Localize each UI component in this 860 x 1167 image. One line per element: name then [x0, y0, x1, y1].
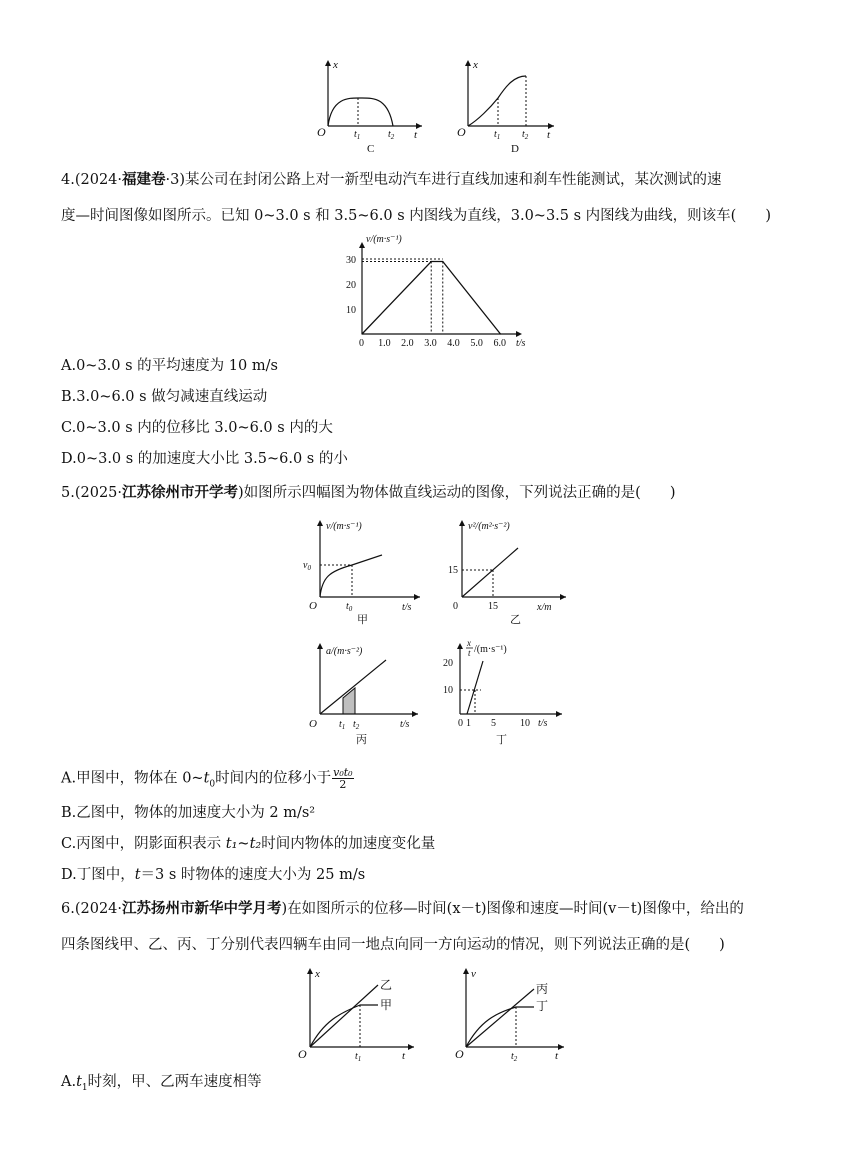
figure-c [310, 56, 430, 156]
q4-stem-line1: 4.(2024·福建卷·3)某公司在封闭公路上对一新型电动汽车进行直线加速和刹车性能测试，某次测试的速 [61, 172, 722, 188]
svg-text:1: 1 [466, 718, 471, 729]
svg-text:甲: 甲 [380, 998, 393, 1012]
svg-text:乙: 乙 [510, 614, 521, 625]
q5-option-a: A.甲图中，物体在 $0\sim t_0$时间内的位移小于 $\frac{\text{v₀t₀}}{2}$ [61, 766, 353, 791]
svg-text:丁: 丁 [536, 999, 549, 1013]
q6-option-a: $A.t_1$时刻，甲、乙两车速度相等 [61, 1074, 262, 1093]
q5-option-d: D.丁图中，t＝3 s 时物体的速度大小为 25 m/s [61, 867, 366, 883]
svg-text:t2: $t_2$ [353, 719, 360, 731]
x-axis-label: t/s [516, 338, 526, 349]
x-tick-label: 6.0 [493, 338, 506, 349]
svg-text:t2: $t_2$ [511, 1051, 518, 1063]
svg-text:t: t [555, 1050, 559, 1062]
x-tick-label: 3.0 [424, 338, 437, 349]
vt-chart [328, 234, 528, 349]
svg-text:O: O [309, 600, 317, 612]
q4-option-a: A.0~3.0 s 的平均速度为 10 m/s [61, 358, 278, 374]
figure-bing [300, 640, 430, 752]
q4-option-c: C.0~3.0 s 内的位移比 3.0~6.0 s 内的大 [61, 420, 333, 436]
svg-text:/(m·s⁻¹): /(m·s⁻¹) [474, 644, 507, 655]
c-origin: O [317, 125, 326, 139]
svg-text:a/(m·s⁻²): a/(m·s⁻²) [326, 646, 363, 657]
figure-vt2 [452, 965, 582, 1065]
svg-text:O: O [457, 125, 466, 139]
svg-text:v/(m·s⁻¹): v/(m·s⁻¹) [326, 521, 362, 532]
svg-text:t/s: t/s [538, 718, 548, 729]
svg-text:v: v [471, 968, 476, 980]
velocity-data-point [500, 333, 501, 334]
svg-text:t2: $t_2$ [388, 129, 395, 141]
figure-yi [448, 515, 578, 625]
svg-text:10: 10 [443, 685, 453, 696]
fraction-v0t0-over-2: $\frac{\text{v₀t₀}}{2}$ [333, 766, 353, 791]
svg-text:v0: $v_0$ [303, 560, 311, 572]
svg-text:t2: $t_2$ [522, 129, 529, 141]
svg-text:丙: 丙 [536, 982, 549, 996]
velocity-data-point [431, 261, 432, 262]
x-tick-label: 1.0 [378, 338, 391, 349]
svg-text:t: t [402, 1050, 406, 1062]
y-axis-label: v/(m·s⁻¹) [366, 234, 402, 245]
x-tick-label: 0 [359, 338, 364, 349]
svg-text:乙: 乙 [380, 978, 393, 992]
svg-text:15: 15 [488, 601, 498, 612]
svg-text:20: 20 [443, 658, 453, 669]
figure-ding [440, 636, 580, 752]
y-axis-arrow [359, 242, 365, 248]
x-axis-arrow [516, 331, 522, 337]
svg-text:t1: $t_1$ [355, 1051, 362, 1063]
q4-option-b: B.3.0~6.0 s 做匀减速直线运动 [61, 389, 268, 405]
svg-text:0: 0 [453, 601, 458, 612]
svg-text:x: x [473, 59, 478, 71]
figure-jia [300, 515, 430, 625]
c-axis-y: x [333, 59, 338, 71]
q4-stem-line2: 度—时间图像如图所示。已知 0~3.0 s 和 3.5~6.0 s 内图线为直线，3.0~3.5 s 内图线为曲线，则该车( ) [61, 208, 771, 224]
svg-text:t: t [547, 129, 551, 141]
d-caption: D [511, 143, 519, 155]
svg-text:t0: $t_0$ [346, 601, 353, 613]
svg-text:t/s: t/s [400, 719, 410, 730]
q5-option-b: B.乙图中，物体的加速度大小为 2 m/s² [61, 805, 316, 821]
svg-text:10: 10 [520, 718, 530, 729]
c-caption: C [367, 143, 375, 155]
x-tick-label: 4.0 [447, 338, 460, 349]
y-tick-label: 30 [346, 255, 356, 266]
y-tick-label: 10 [346, 305, 356, 316]
svg-text:x: x [467, 638, 471, 648]
svg-text:0: 0 [458, 718, 463, 729]
svg-text:O: O [298, 1047, 307, 1061]
x-tick-label: 2.0 [401, 338, 414, 349]
q5-option-c: C.丙图中，阴影面积表示 t₁~t₂时间内物体的加速度变化量 [61, 836, 436, 852]
velocity-data-point [361, 333, 362, 334]
svg-text:甲: 甲 [357, 614, 368, 625]
c-axis-x: t [414, 129, 418, 141]
y-tick-label: 20 [346, 280, 356, 291]
svg-text:t1: $t_1$ [494, 129, 501, 141]
svg-text:t: t [468, 648, 471, 658]
figure-d [450, 56, 570, 156]
q4-option-d: D.0~3.0 s 的加速度大小比 3.5~6.0 s 的小 [61, 451, 348, 467]
figure-xt [292, 965, 422, 1065]
q5-stem: 5.(2025·江苏徐州市开学考)如图所示四幅图为物体做直线运动的图像，下列说法正确的是( ) [61, 485, 676, 501]
velocity-data-point [442, 261, 443, 262]
svg-text:v²/(m²·s⁻²): v²/(m²·s⁻²) [468, 521, 510, 532]
svg-text:t1: $t_1$ [339, 719, 346, 731]
q6-stem-line2: 四条图线甲、乙、丙、丁分别代表四辆车由同一地点向同一方向运动的情况，则下列说法正确的是( ) [61, 937, 725, 953]
svg-text:丁: 丁 [496, 734, 507, 746]
svg-text:O: O [309, 718, 317, 730]
x-tick-label: 5.0 [470, 338, 483, 349]
svg-text:x/m: x/m [537, 602, 552, 613]
svg-text:5: 5 [491, 718, 496, 729]
q6-stem-line1: 6.(2024·江苏扬州市新华中学月考)在如图所示的位移—时间(x－t)图像和速度—时间(v－t)图像中，给出的 [61, 901, 744, 917]
svg-text:x: x [315, 968, 320, 980]
svg-text:t/s: t/s [402, 602, 412, 613]
svg-text:t1: $t_1$ [354, 129, 361, 141]
svg-text:丙: 丙 [356, 734, 367, 746]
svg-text:15: 15 [448, 565, 458, 576]
svg-text:O: O [455, 1047, 464, 1061]
